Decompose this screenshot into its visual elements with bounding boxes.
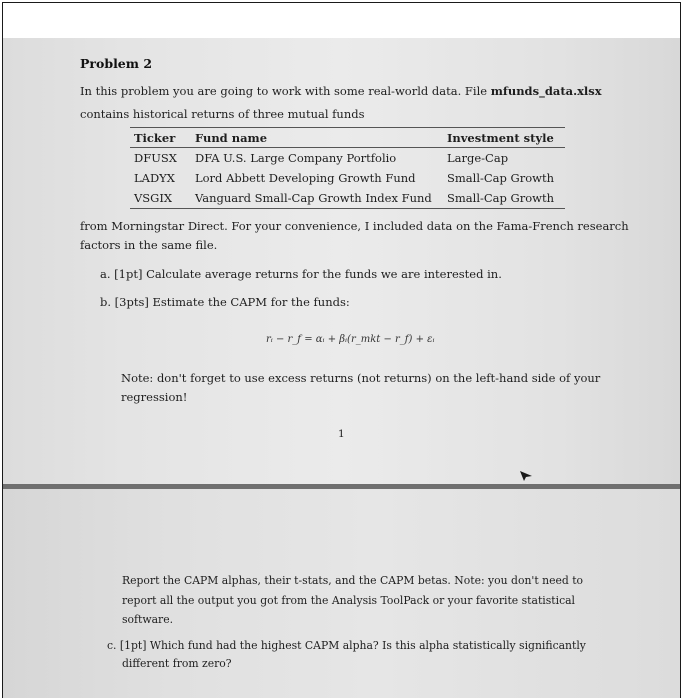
capm-formula: rᵢ − r_f = αᵢ + βᵢ(r_mkt − r_f) + εᵢ <box>266 334 435 345</box>
cell-ticker: VSGIX <box>130 188 195 209</box>
cell-investment-style: Large-Cap <box>447 151 509 165</box>
header-fund-name: Fund name <box>195 128 447 148</box>
note-line-2: regression! <box>121 390 188 404</box>
table-row <box>130 168 565 188</box>
document-page <box>3 38 680 698</box>
mouse-pointer-icon <box>519 470 533 482</box>
item-a: a. [1pt] Calculate average returns for the funds we are interested in. <box>100 267 502 281</box>
after-table-line-1: from Morningstar Direct. For your convenience, I included data on the Fama-French research <box>80 219 629 233</box>
cell-ticker: DFUSX <box>134 151 177 165</box>
table-header-row <box>130 128 565 148</box>
header-investment-style: Investment style <box>447 128 565 148</box>
page-number: 1 <box>338 428 345 440</box>
cell-investment-style: Small-Cap Growth <box>447 171 555 185</box>
funds-table <box>130 127 565 209</box>
item-c-line-2: different from zero? <box>122 657 232 670</box>
intro-line-1 <box>80 84 602 98</box>
note-line-1: Note: don't forget to use excess returns (not returns) on the left-hand side of your <box>121 371 601 385</box>
cell-investment-style: Small-Cap Growth <box>447 188 565 209</box>
cell-fund-name: DFA U.S. Large Company Portfolio <box>195 151 397 165</box>
cell-fund-name: Vanguard Small-Cap Growth Index Fund <box>195 188 447 209</box>
table-row <box>130 148 565 169</box>
header-ticker: Ticker <box>130 128 195 148</box>
table-row <box>130 188 565 209</box>
report-line-3: software. <box>122 613 174 626</box>
item-b: b. [3pts] Estimate the CAPM for the funds: <box>100 295 350 309</box>
intro-line-2: contains historical returns of three mutual funds <box>80 107 365 121</box>
cell-fund-name: Lord Abbett Developing Growth Fund <box>195 171 416 185</box>
after-table-line-2: factors in the same file. <box>80 238 218 252</box>
report-line-1: Report the CAPM alphas, their t-stats, and the CAPM betas. Note: you don't need to <box>122 574 584 587</box>
cell-ticker: LADYX <box>134 171 175 185</box>
item-c-line-1: c. [1pt] Which fund had the highest CAPM alpha? Is this alpha statistically significantly <box>107 639 586 652</box>
intro-line-1-text: In this problem you are going to work with some real-world data. File <box>80 84 491 98</box>
problem-heading: Problem 2 <box>80 56 153 71</box>
data-filename: mfunds_data.xlsx <box>490 84 602 98</box>
report-line-2: report all the output you got from the Analysis ToolPack or your favorite statistical <box>122 594 576 607</box>
